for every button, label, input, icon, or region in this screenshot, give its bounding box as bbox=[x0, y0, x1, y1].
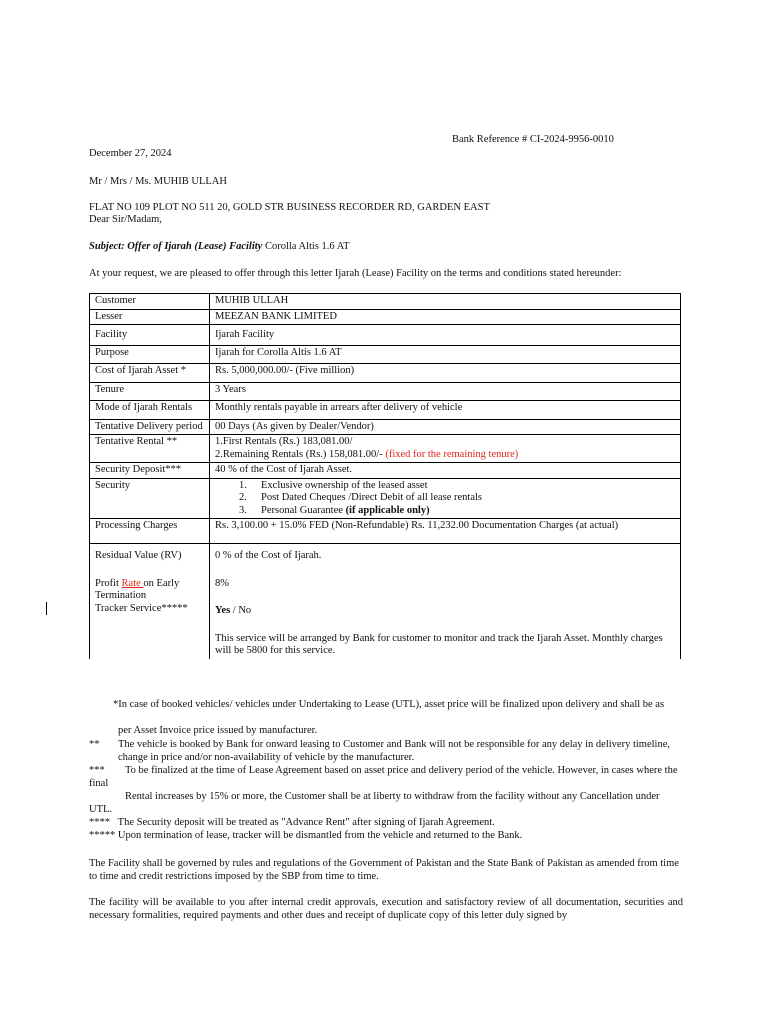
cost-value: Rs. 5,000,000.00/- (Five million) bbox=[210, 364, 681, 383]
note-finalize-text: To be finalized at the time of Lease Agreement based on asset price and delivery period of the vehicle. However, in cases where the final bbox=[89, 765, 678, 789]
tracker-label: Tracker Service***** bbox=[95, 602, 188, 614]
note-tracker: ***** Upon termination of lease, tracker will be dismantled from the vehicle and returned to the Bank. bbox=[89, 830, 523, 841]
note-asset-price: *In case of booked vehicles/ vehicles under Undertaking to Lease (UTL), asset price will be finalized upon delivery and shall be as bbox=[113, 699, 665, 710]
rental-first: 1.First Rentals (Rs.) 183,081.00/ bbox=[215, 436, 353, 447]
table-row bbox=[90, 463, 681, 479]
subject-label: Subject: Offer of Ijarah (Lease) Facility bbox=[89, 241, 263, 252]
customer-label: Customer bbox=[90, 294, 210, 310]
intro-paragraph: At your request, we are pleased to offer through this letter Ijarah (Lease) Facility on the terms and conditions stated hereunder: bbox=[89, 268, 622, 279]
table-row bbox=[90, 435, 681, 463]
salutation: Dear Sir/Madam, bbox=[89, 214, 162, 225]
profit-value: 8% bbox=[215, 577, 229, 589]
purpose-value: Ijarah for Corolla Altis 1.6 AT bbox=[210, 345, 681, 364]
profit-label-rate: Rate bbox=[121, 577, 144, 589]
tenure-value: 3 Years bbox=[210, 382, 681, 401]
security-list bbox=[215, 480, 675, 518]
residual-profit-tracker-values bbox=[210, 544, 681, 659]
list-item-text: Post Dated Cheques /Direct Debit of all lease rentals bbox=[261, 492, 483, 503]
availability-paragraph: The facility will be available to you after internal credit approvals, execution and satisfactory review of all documentation, securities and necessary formalities, required payments and other dues and receipt of duplicate copy of this letter duly signed by bbox=[89, 897, 683, 921]
list-item-text: Exclusive ownership of the leased asset bbox=[261, 479, 428, 491]
processing-label: Processing Charges bbox=[90, 519, 210, 544]
facility-value: Ijarah Facility bbox=[210, 325, 681, 346]
note-finalize-mark: *** bbox=[89, 765, 105, 776]
profit-label-post: on Early Termination bbox=[95, 577, 180, 601]
cost-label: Cost of Ijarah Asset * bbox=[90, 364, 210, 383]
list-item bbox=[215, 492, 675, 505]
list-item-number: 1. bbox=[239, 479, 247, 491]
residual-label: Residual Value (RV) bbox=[95, 550, 182, 561]
text-cursor bbox=[46, 602, 47, 615]
profit-label-pre: Profit bbox=[95, 577, 122, 589]
tracker-yes: Yes bbox=[215, 605, 231, 616]
note-booked-text: The vehicle is booked by Bank for onward leasing to Customer and Bank will not be responsible for any delay in delivery timeline, change in price and/or non-availability of vehicle by the manufacturer. bbox=[118, 739, 670, 763]
table-row bbox=[90, 345, 681, 364]
rental-label: Tentative Rental ** bbox=[90, 435, 210, 463]
rental-remaining-line bbox=[215, 449, 675, 462]
residual-profit-tracker-labels bbox=[90, 544, 210, 659]
lesser-value: MEEZAN BANK LIMITED bbox=[210, 309, 681, 325]
list-item bbox=[215, 480, 675, 493]
lesser-label: Lesser bbox=[90, 309, 210, 325]
letter-date: December 27, 2024 bbox=[89, 148, 172, 159]
list-item-number: 2. bbox=[239, 492, 247, 503]
facility-terms-table bbox=[89, 293, 681, 659]
table-row bbox=[90, 382, 681, 401]
mode-value: Monthly rentals payable in arrears after delivery of vehicle bbox=[210, 401, 681, 420]
facility-label: Facility bbox=[90, 325, 210, 346]
note-asset-price-cont: per Asset Invoice price issued by manufacturer. bbox=[118, 725, 318, 736]
rental-value bbox=[210, 435, 681, 463]
delivery-value: 00 Days (As given by Dealer/Vendor) bbox=[210, 419, 681, 435]
rental-remaining-note: (fixed for the remaining tenure) bbox=[385, 448, 519, 460]
tenure-label: Tenure bbox=[90, 382, 210, 401]
note-booked-mark: ** bbox=[89, 739, 100, 750]
deposit-value: 40 % of the Cost of Ijarah Asset. bbox=[210, 463, 681, 479]
security-value bbox=[210, 478, 681, 519]
table-row bbox=[90, 309, 681, 325]
mode-label: Mode of Ijarah Rentals bbox=[90, 401, 210, 420]
subject-vehicle: Corolla Altis 1.6 AT bbox=[262, 241, 350, 252]
purpose-label: Purpose bbox=[90, 345, 210, 364]
table-row bbox=[90, 419, 681, 435]
residual-value: 0 % of the Cost of Ijarah. bbox=[215, 550, 322, 561]
table-row bbox=[90, 294, 681, 310]
security-label: Security bbox=[90, 478, 210, 519]
table-row bbox=[90, 544, 681, 659]
list-item-number: 3. bbox=[239, 504, 247, 516]
list-item bbox=[215, 505, 675, 518]
tracker-value bbox=[215, 605, 675, 618]
processing-value: Rs. 3,100.00 + 15.0% FED (Non-Refundable) Rs. 11,232.00 Documentation Charges (at actual) bbox=[210, 519, 681, 544]
profit-label bbox=[95, 578, 204, 603]
table-row bbox=[90, 325, 681, 346]
subject-line bbox=[89, 241, 350, 254]
bank-reference: Bank Reference # CI-2024-9956-0010 bbox=[452, 134, 614, 145]
table-row bbox=[90, 519, 681, 544]
rental-remaining: 2.Remaining Rentals (Rs.) 158,081.00/- bbox=[215, 448, 386, 460]
deposit-label: Security Deposit*** bbox=[90, 463, 210, 479]
addressee-address: FLAT NO 109 PLOT NO 511 20, GOLD STR BUSINESS RECORDER RD, GARDEN EAST bbox=[89, 202, 490, 213]
customer-value: MUHIB ULLAH bbox=[210, 294, 681, 310]
list-item-bold-text: (if applicable only) bbox=[345, 504, 430, 516]
delivery-label: Tentative Delivery period bbox=[90, 419, 210, 435]
table-row bbox=[90, 478, 681, 519]
tracker-no: / No bbox=[230, 605, 252, 616]
table-row bbox=[90, 401, 681, 420]
list-item-text: Personal Guarantee bbox=[261, 504, 346, 516]
addressee-name: Mr / Mrs / Ms. MUHIB ULLAH bbox=[89, 176, 227, 187]
table-row bbox=[90, 364, 681, 383]
governed-paragraph: The Facility shall be governed by rules and regulations of the Government of Pakistan and the State Bank of Pakistan as amended from time to time and credit restrictions imposed by the SBP from time to time. bbox=[89, 858, 679, 882]
tracker-note: This service will be arranged by Bank for customer to monitor and track the Ijarah Asset. Monthly charges will be 5800 for this service. bbox=[215, 632, 663, 656]
note-finalize-cont: Rental increases by 15% or more, the Customer shall be at liberty to withdraw from the facility without any Cancellation under UTL. bbox=[89, 791, 660, 815]
note-security-deposit: **** The Security deposit will be treated as "Advance Rent" after signing of Ijarah Agreement. bbox=[89, 817, 495, 828]
